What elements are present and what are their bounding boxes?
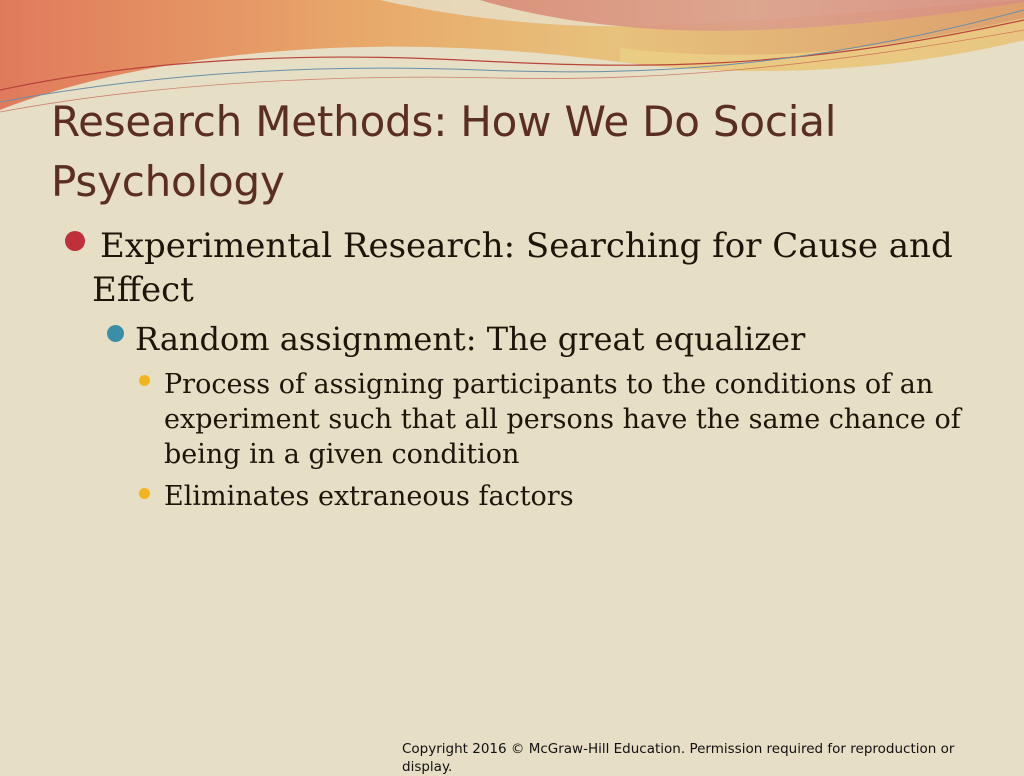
- copyright-notice: Copyright 2016 © McGraw-Hill Education. Permission required for reproduction or display.: [402, 741, 955, 775]
- bullet-level1-text: Experimental Research: Searching for Cause and Effect: [92, 226, 953, 310]
- slide-title: Research Methods: How We Do Social Psychology: [51, 97, 837, 206]
- bullet-level2-icon: [107, 325, 124, 342]
- bullet-level1-icon: [65, 231, 85, 251]
- bullet-level3-icon: [139, 375, 150, 386]
- bullet-level2-text: Random assignment: The great equalizer: [135, 320, 806, 358]
- bullet-level3-text: Process of assigning participants to the conditions of an experiment such that all persons have the same chance of being in a given condition: [164, 369, 961, 470]
- bullet-level3-text: Eliminates extraneous factors: [164, 481, 574, 512]
- bullet-level3-icon: [139, 488, 150, 499]
